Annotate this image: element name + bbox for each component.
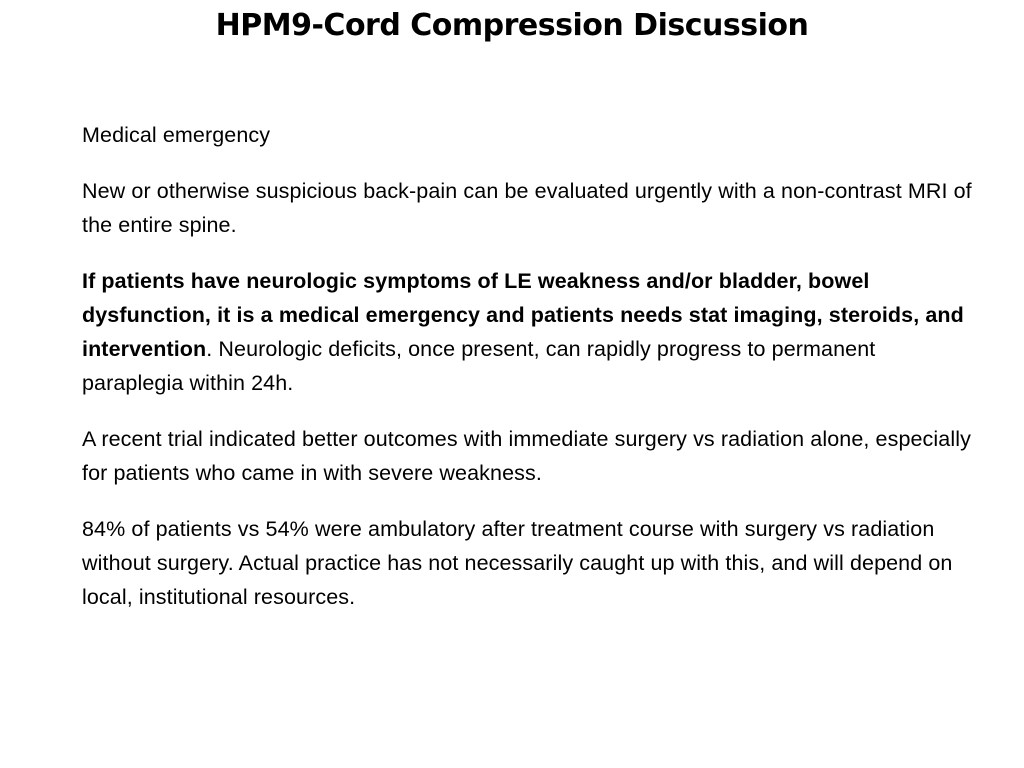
paragraph-medical-emergency: Medical emergency <box>82 123 271 147</box>
slide-body <box>82 118 972 636</box>
paragraph-neurologic-symptoms-bold: If patients have neurologic symptoms of LE weakness and/or bladder, bowel dysfunction, it is a medical emergency and patients needs stat imaging, steroids, and intervention <box>82 269 964 361</box>
paragraph-back-pain-mri: New or otherwise suspicious back-pain can be evaluated urgently with a non-contrast MRI of the entire spine. <box>82 179 972 237</box>
paragraph-ambulatory-outcomes: 84% of patients vs 54% were ambulatory after treatment course with surgery vs radiation without surgery. Actual practice has not necessarily caught up with this, and will depend on local, institutional resources. <box>82 517 953 609</box>
paragraph-neurologic-symptoms <box>82 264 972 400</box>
paragraph-recent-trial: A recent trial indicated better outcomes with immediate surgery vs radiation alone, especially for patients who came in with severe weakness. <box>82 427 971 485</box>
paragraph-neurologic-symptoms-rest: . Neurologic deficits, once present, can rapidly progress to permanent paraplegia within 24h. <box>82 337 876 395</box>
slide-title: HPM9-Cord Compression Discussion <box>215 8 809 43</box>
